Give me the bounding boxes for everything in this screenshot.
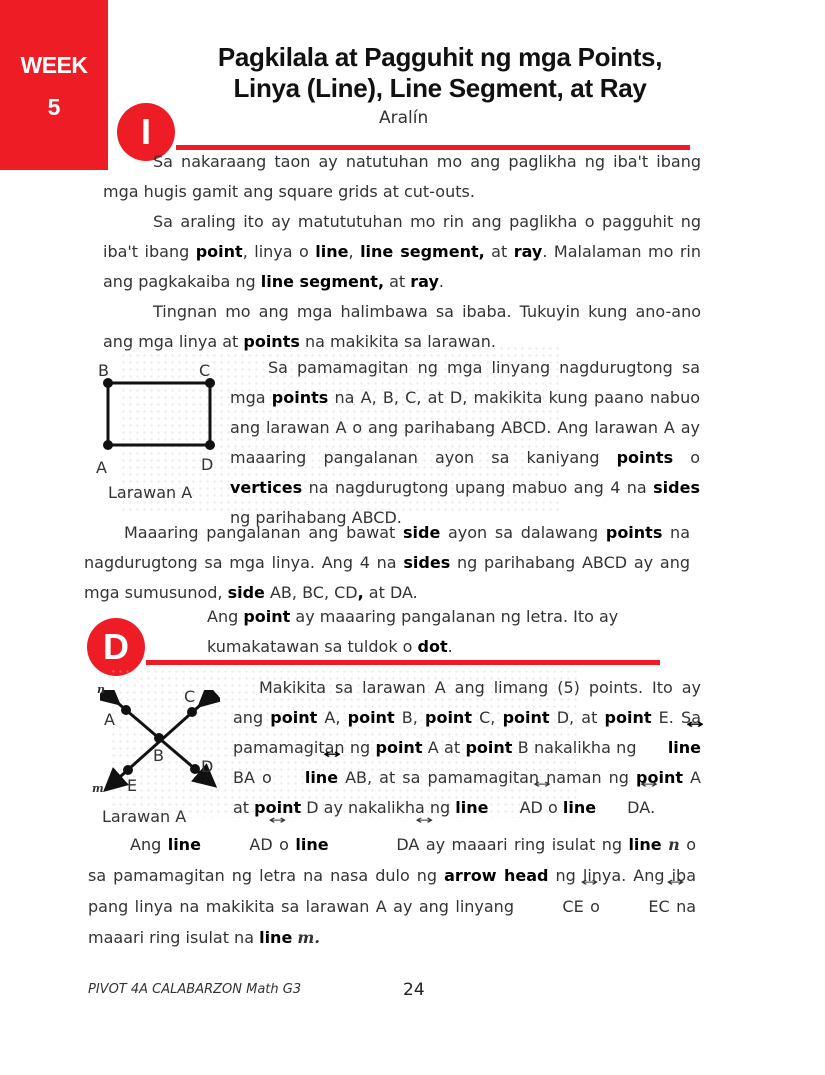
week-tab xyxy=(0,0,108,170)
point-b-label: B xyxy=(98,361,109,380)
fig2-point-d-label: D xyxy=(201,757,214,776)
fig2-point-e-label: E xyxy=(127,776,138,795)
paragraph-point-def: Ang point ay maaaring pangalanan ng letra. Ito ay kumakatawan sa tuldok o dot. xyxy=(207,607,619,656)
rectangle-abcd xyxy=(108,383,210,445)
title-line-1: Pagkilala at Pagguhit ng mga Points, xyxy=(217,42,663,72)
paragraph-five-points: Makikita sa larawan A ang limang (5) points. Ito ay ang point A, point B, point C, point D, at point E. Sa pamamagitan ng point A at point B nakalikha ng ↔ line BA o ↔ line AB, at sa pamamagitan naman ng point A at point D ay nakalikha ng line ↔ AD o line ↔ DA. xyxy=(233,673,701,823)
point-d-dot-2 xyxy=(190,764,200,774)
week-number: 5 xyxy=(47,94,61,120)
paragraph-lesson: Sa araling ito ay matututuhan mo rin ang paglikha o pagguhit ng iba't ibang point, linya o line, line segment, at ray. Malalaman mo rin ang pagkakaiba ng line segment, at ray. xyxy=(103,212,702,291)
page-number: 24 xyxy=(403,980,425,1000)
footer-source: PIVOT 4A CALABARZON Math G3 xyxy=(88,982,302,997)
point-d-label: D xyxy=(201,455,214,474)
fig2-point-c-label: C xyxy=(184,687,196,706)
rectangle-abcd-figure xyxy=(95,370,225,460)
figure1-caption: Larawan A xyxy=(108,483,193,502)
point-d-dot xyxy=(205,440,215,450)
paragraph-rectangle: Sa pamamagitan ng mga linyang nagdurugtong sa mga points na A, B, C, at D, makikita kung paano nabuo ang larawan A o ang parihabang ABCD. Ang larawan A ay maaaring pangalanan ayon sa kaniyang points o vertices na nagdurugtong upang mabuo ang 4 na sides ng parihabang ABCD. xyxy=(230,358,700,527)
paragraph-sides: Maaaring pangalanan ang bawat side ayon sa dalawang points na nagdurugtong sa mga linya. Ang 4 na sides ng parihabang ABCD ay ang mga sumusunod, side AB, BC, CD, at DA. xyxy=(84,523,691,602)
paragraph-intro: Sa nakaraang taon ay natutuhan mo ang paglikha ng iba't ibang mga hugis gamit ang square grids at cut-outs. xyxy=(103,152,701,201)
figure2-caption: Larawan A xyxy=(102,807,187,826)
point-c-dot-2 xyxy=(187,707,197,717)
section-d-divider xyxy=(146,660,660,665)
paragraph-tingnan: Tingnan mo ang mga halimbawa sa ibaba. Tukuyin kung ano-ano ang mga linya at points na makikita sa larawan. xyxy=(103,302,701,351)
intersecting-lines-figure xyxy=(100,690,220,800)
point-a-dot xyxy=(103,440,113,450)
line-n-label: n xyxy=(97,683,105,696)
paragraph-line-names: Ang line ↔ AD o line ↔ DA ay maaari ring isulat ng line n o sa pamamagitan ng letra na nasa dulo ng arrow head ng linya. Ang iba pang linya na makikita sa larawan A ay ang linyang ↔ CE o ↔ EC na maaari ring isulat na line m. xyxy=(88,829,696,953)
section-d-badge: D xyxy=(87,618,145,676)
title-line-2: Linya (Line), Line Segment, at Ray xyxy=(233,73,647,103)
point-a-dot-2 xyxy=(121,705,131,715)
point-a-label: A xyxy=(96,458,107,477)
section-label: Aralín xyxy=(379,108,429,128)
fig2-point-a-label: A xyxy=(104,710,115,729)
point-c-label: C xyxy=(199,361,211,380)
fig2-point-b-label: B xyxy=(153,746,164,765)
line-m-label: m xyxy=(92,782,104,795)
point-e-dot-2 xyxy=(123,765,133,775)
point-b-dot-2 xyxy=(154,733,164,743)
week-label: WEEK xyxy=(20,52,88,78)
page-title xyxy=(130,42,750,104)
section-i-badge: I xyxy=(117,103,175,161)
